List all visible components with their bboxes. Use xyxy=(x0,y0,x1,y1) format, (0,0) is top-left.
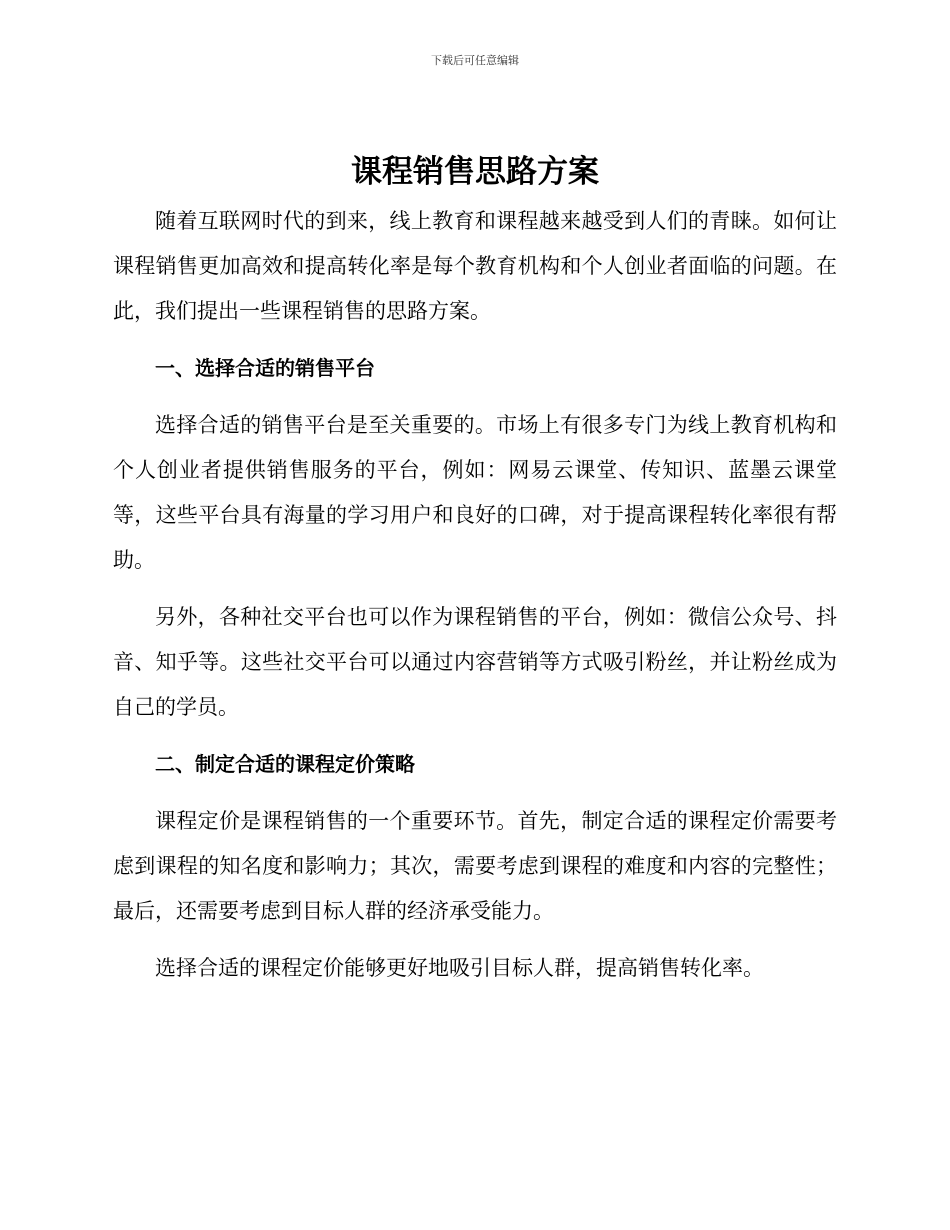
section-2-paragraph-1: 课程定价是课程销售的一个重要环节。首先，制定合适的课程定价需要考虑到课程的知名度和影响力；其次，需要考虑到课程的难度和内容的完整性；最后，还需要考虑到目标人群的经济承受能力。 xyxy=(113,809,837,923)
section-2-paragraph-2: 选择合适的课程定价能够更好地吸引目标人群，提高销售转化率。 xyxy=(155,956,764,980)
section-heading-2: 二、制定合适的课程定价策略 xyxy=(155,752,415,776)
section-1-paragraph-2: 另外，各种社交平台也可以作为课程销售的平台，例如：微信公众号、抖音、知乎等。这些社交平台可以通过内容营销等方式吸引粉丝，并让粉丝成为自己的学员。 xyxy=(113,605,837,719)
section-1-paragraph-1: 选择合适的销售平台是至关重要的。市场上有很多专门为线上教育机构和个人创业者提供销售服务的平台，例如：网易云课堂、传知识、蓝墨云课堂等，这些平台具有海量的学习用户和良好的口碑，对于提高课程转化率很有帮助。 xyxy=(113,413,837,572)
section-heading-1: 一、选择合适的销售平台 xyxy=(155,356,375,380)
document-title: 课程销售思路方案 xyxy=(351,154,599,190)
intro-paragraph: 随着互联网时代的到来，线上教育和课程越来越受到人们的青睐。如何让课程销售更加高效和提高转化率是每个教育机构和个人创业者面临的问题。在此，我们提出一些课程销售的思路方案。 xyxy=(113,209,837,323)
page-header: 下载后可任意编辑 xyxy=(431,54,519,67)
document-body xyxy=(113,199,837,1003)
